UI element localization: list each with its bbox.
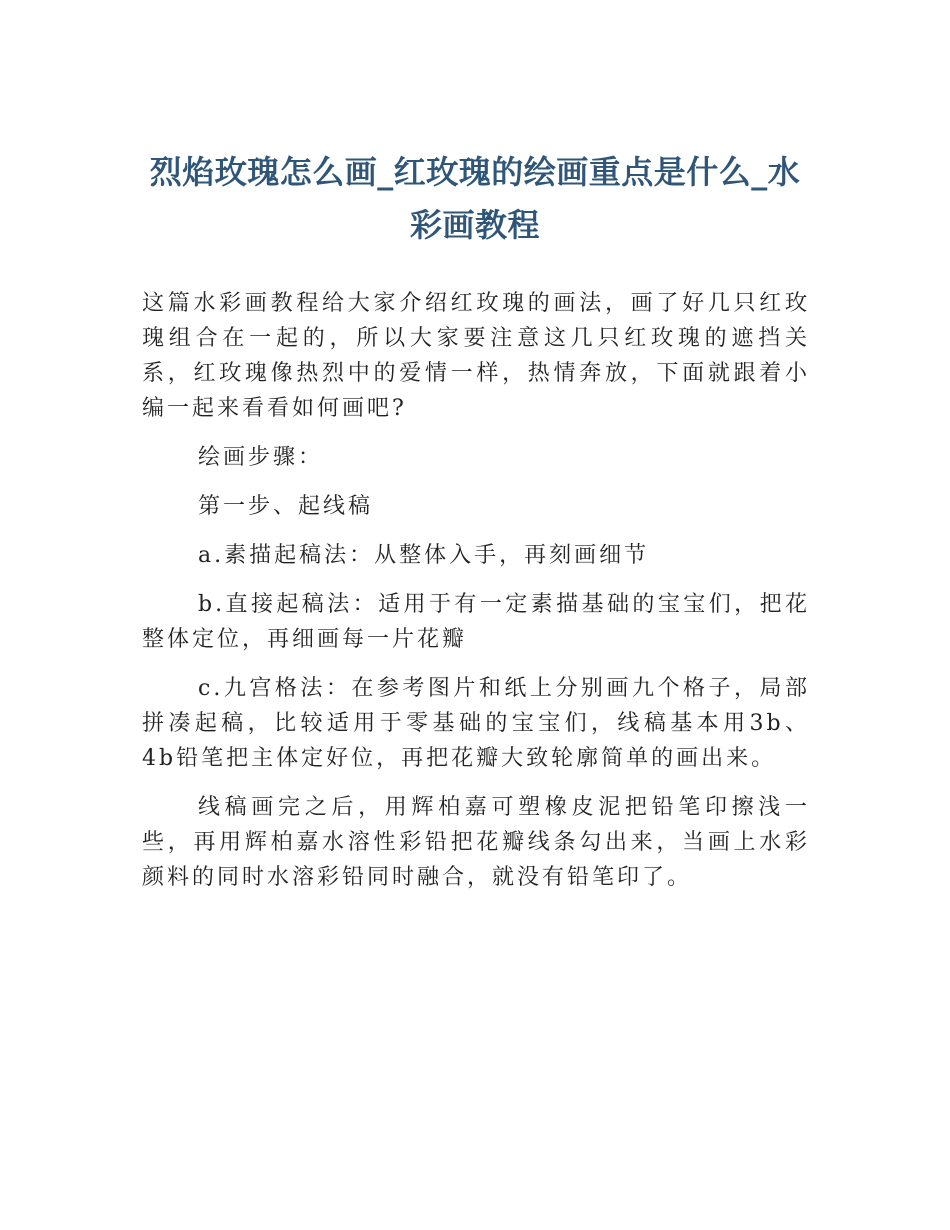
after-sketch-paragraph: 线稿画完之后，用辉柏嘉可塑橡皮泥把铅笔印擦浅一些，再用辉柏嘉水溶性彩铅把花瓣线条勾出来，当画上水彩颜料的同时水溶彩铅同时融合，就没有铅笔印了。 [142, 795, 810, 890]
method-a-paragraph: a.素描起稿法：从整体入手，再刻画细节 [198, 543, 650, 568]
method-b-paragraph: b.直接起稿法：适用于有一定素描基础的宝宝们，把花整体定位，再细画每一片花瓣 [142, 592, 810, 652]
method-c-paragraph: c.九宫格法：在参考图片和纸上分别画九个格子，局部拼凑起稿，比较适用于零基础的宝宝们，线稿基本用3b、4b铅笔把主体定好位，再把花瓣大致轮廓简单的画出来。 [142, 676, 810, 771]
document-body [142, 286, 810, 909]
step-one-heading: 第一步、起线稿 [198, 494, 374, 519]
steps-heading: 绘画步骤： [198, 445, 324, 470]
intro-paragraph: 这篇水彩画教程给大家介绍红玫瑰的画法，画了好几只红玫瑰组合在一起的，所以大家要注意这几只红玫瑰的遮挡关系，红玫瑰像热烈中的爱情一样，热情奔放，下面就跟着小编一起来看看如何画吧? [142, 291, 810, 421]
document-title: 烈焰玫瑰怎么画_红玫瑰的绘画重点是什么_水彩画教程 [149, 153, 801, 244]
